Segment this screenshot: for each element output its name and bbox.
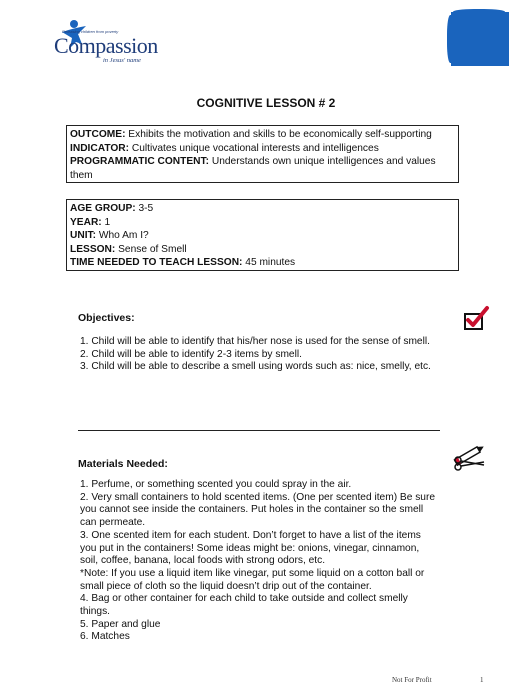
- objectives-list: [80, 336, 440, 374]
- page-number: 1: [480, 676, 484, 684]
- lesson-label: LESSON:: [70, 243, 116, 255]
- age-group-row: [70, 202, 454, 216]
- logo-wordmark: Compassion: [54, 33, 158, 58]
- age-group-value: 3-5: [135, 203, 154, 214]
- materials-heading: Materials Needed:: [78, 458, 168, 470]
- lesson-row: [70, 243, 454, 257]
- outcome-label: OUTCOME:: [70, 129, 126, 140]
- year-value: 1: [101, 216, 111, 228]
- unit-value: Who Am I?: [96, 230, 149, 241]
- year-label: YEAR:: [70, 216, 102, 228]
- lesson-value: Sense of Smell: [115, 243, 187, 255]
- outcome-row: [70, 128, 454, 142]
- year-row: [70, 216, 454, 230]
- time-row: [70, 256, 454, 270]
- time-label: TIME NEEDED TO TEACH LESSON:: [70, 257, 243, 268]
- time-value: 45 minutes: [242, 257, 296, 268]
- material-item: 6. Matches: [80, 631, 130, 643]
- logo-tagline: Releasing children from poverty: [62, 29, 119, 34]
- unit-label: UNIT:: [70, 230, 97, 241]
- blue-color-patch: [451, 12, 509, 66]
- materials-list: [80, 479, 440, 644]
- material-item: 5. Paper and glue: [80, 618, 161, 630]
- outcome-value: Exhibits the motivation and skills to be economically self-supporting: [125, 129, 432, 140]
- unit-row: [70, 229, 454, 243]
- programmatic-content-label: PROGRAMMATIC CONTENT:: [70, 156, 210, 167]
- programmatic-content-value: Understands own unique intelligences and values them: [70, 156, 436, 181]
- programmatic-content-row: [70, 155, 454, 182]
- checkbox-check-icon: [462, 305, 490, 333]
- material-item: 1. Perfume, or something scented you could spray in the air.: [80, 479, 352, 490]
- objective-item: 3. Child will be able to describe a smell using words such as: nice, smelly, etc.: [80, 361, 431, 373]
- lesson-info-box: [66, 199, 459, 271]
- objective-item: 1. Child will be able to identify that his/her nose is used for the sense of smell.: [80, 336, 430, 347]
- objectives-heading: Objectives:: [78, 312, 135, 324]
- age-group-label: AGE GROUP:: [70, 203, 136, 214]
- objective-item: 2. Child will be able to identify 2-3 items by smell.: [80, 348, 302, 360]
- material-item: 3. One scented item for each student. Don’t forget to have a list of the items you put in the containers! Some ideas might be: onions, vinegar, cinnamon, soil, coffee, banana, local foods with strong odors, etc.: [80, 529, 421, 567]
- outcome-box: [66, 125, 459, 183]
- section-divider: [78, 430, 440, 431]
- indicator-label: INDICATOR:: [70, 142, 130, 154]
- footer-text: Not For Profit: [392, 676, 432, 684]
- material-note: *Note: If you use a liquid item like vinegar, put some liquid on a cotton ball or small piece of cloth so the liquid doesn’t drip out of the container.: [80, 567, 425, 592]
- material-item: 4. Bag or other container for each child to take outside and collect smelly things.: [80, 593, 408, 618]
- page-title: COGNITIVE LESSON # 2: [196, 96, 336, 110]
- material-item: 2. Very small containers to hold scented items. (One per scented item) Be sure you cannot see inside the containers. Put holes in the container so the smell can permeate.: [80, 491, 436, 529]
- indicator-row: [70, 142, 454, 156]
- logo-subtitle: in Jesus' name: [103, 57, 141, 64]
- pencil-scissors-icon: [450, 443, 488, 473]
- indicator-value: Cultivates unique vocational interests and intelligences: [129, 142, 379, 154]
